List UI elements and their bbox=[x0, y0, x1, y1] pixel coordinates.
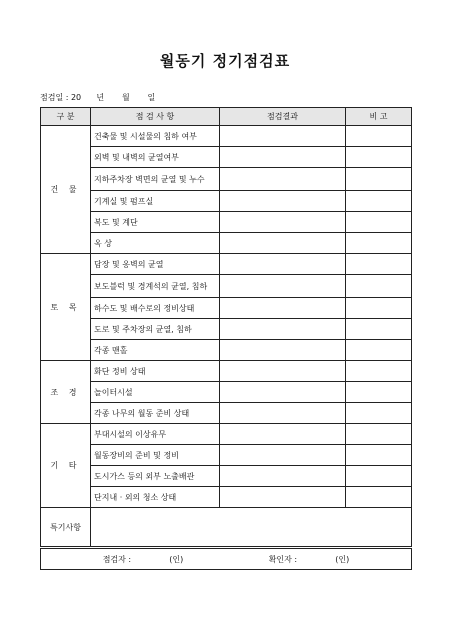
table-row bbox=[41, 168, 412, 191]
check-item: 단지내 · 외의 청소 상태 bbox=[91, 487, 220, 508]
inspection-table bbox=[40, 107, 412, 570]
check-item: 각종 맨홀 bbox=[91, 340, 220, 361]
check-item: 지하주차장 벽면의 균열 및 누수 bbox=[91, 168, 220, 191]
inspector-signature[interactable] bbox=[103, 554, 184, 565]
category-civil: 토 목 bbox=[41, 254, 91, 361]
check-item: 놀이터시설 bbox=[91, 382, 220, 403]
remark-cell[interactable] bbox=[346, 212, 412, 233]
signature-cell bbox=[41, 548, 412, 570]
table-row bbox=[41, 403, 412, 424]
special-notes-label: 특기사항 bbox=[41, 508, 91, 548]
result-cell[interactable] bbox=[220, 147, 346, 168]
remark-cell[interactable] bbox=[346, 319, 412, 340]
remark-cell[interactable] bbox=[346, 275, 412, 298]
check-item: 옥 상 bbox=[91, 233, 220, 254]
inspector-seal: (인) bbox=[169, 554, 184, 564]
result-cell[interactable] bbox=[220, 254, 346, 275]
remark-cell[interactable] bbox=[346, 340, 412, 361]
result-cell[interactable] bbox=[220, 319, 346, 340]
remark-cell[interactable] bbox=[346, 466, 412, 487]
check-item: 도시가스 등의 외부 노출배관 bbox=[91, 466, 220, 487]
check-item: 복도 및 계단 bbox=[91, 212, 220, 233]
confirmer-label: 확인자 : bbox=[268, 554, 298, 564]
check-item: 보도블럭 및 경계석의 균열, 침하 bbox=[91, 275, 220, 298]
form-title: 월동기 정기점검표 bbox=[159, 52, 291, 70]
remark-cell[interactable] bbox=[346, 361, 412, 382]
category-other: 기 타 bbox=[41, 424, 91, 508]
date-year: 년 bbox=[96, 93, 105, 102]
table-row bbox=[41, 191, 412, 212]
remark-cell[interactable] bbox=[346, 254, 412, 275]
result-cell[interactable] bbox=[220, 233, 346, 254]
remark-cell[interactable] bbox=[346, 168, 412, 191]
table-row bbox=[41, 233, 412, 254]
table-row bbox=[41, 147, 412, 168]
check-item: 기계실 및 펌프실 bbox=[91, 191, 220, 212]
remark-cell[interactable] bbox=[346, 126, 412, 147]
result-cell[interactable] bbox=[220, 212, 346, 233]
header-item: 점 검 사 항 bbox=[91, 108, 220, 126]
result-cell[interactable] bbox=[220, 382, 346, 403]
result-cell[interactable] bbox=[220, 445, 346, 466]
result-cell[interactable] bbox=[220, 487, 346, 508]
table-row bbox=[41, 126, 412, 147]
remark-cell[interactable] bbox=[346, 233, 412, 254]
remark-cell[interactable] bbox=[346, 403, 412, 424]
check-item: 월동장비의 준비 및 정비 bbox=[91, 445, 220, 466]
result-cell[interactable] bbox=[220, 191, 346, 212]
remark-cell[interactable] bbox=[346, 147, 412, 168]
check-item: 하수도 및 배수로의 정비상태 bbox=[91, 298, 220, 319]
table-row bbox=[41, 424, 412, 445]
table-row bbox=[41, 361, 412, 382]
confirmer-signature[interactable] bbox=[269, 554, 350, 565]
category-landscape: 조 경 bbox=[41, 361, 91, 424]
result-cell[interactable] bbox=[220, 275, 346, 298]
check-item: 담장 및 옹벽의 균열 bbox=[91, 254, 220, 275]
check-item: 부대시설의 이상유무 bbox=[91, 424, 220, 445]
table-row bbox=[41, 445, 412, 466]
table-row bbox=[41, 466, 412, 487]
check-item: 화단 정비 상태 bbox=[91, 361, 220, 382]
result-cell[interactable] bbox=[220, 340, 346, 361]
inspection-date-line bbox=[40, 92, 155, 103]
special-notes-field[interactable] bbox=[91, 508, 412, 548]
date-day: 일 bbox=[147, 93, 156, 102]
check-item: 도로 및 주차장의 균열, 침하 bbox=[91, 319, 220, 340]
check-item: 각종 나무의 월동 준비 상태 bbox=[91, 403, 220, 424]
header-result: 점검결과 bbox=[220, 108, 346, 126]
result-cell[interactable] bbox=[220, 298, 346, 319]
remark-cell[interactable] bbox=[346, 382, 412, 403]
result-cell[interactable] bbox=[220, 168, 346, 191]
remark-cell[interactable] bbox=[346, 487, 412, 508]
result-cell[interactable] bbox=[220, 466, 346, 487]
date-month: 월 bbox=[121, 93, 130, 102]
check-item: 외벽 및 내벽의 균열여부 bbox=[91, 147, 220, 168]
signature-row bbox=[41, 548, 412, 570]
special-notes-row bbox=[41, 508, 412, 548]
header-row bbox=[41, 108, 412, 126]
remark-cell[interactable] bbox=[346, 191, 412, 212]
date-label: 점검일 : 20 bbox=[40, 93, 82, 102]
result-cell[interactable] bbox=[220, 361, 346, 382]
result-cell[interactable] bbox=[220, 424, 346, 445]
inspector-label: 점검자 : bbox=[102, 554, 132, 564]
table-row bbox=[41, 340, 412, 361]
table-row bbox=[41, 254, 412, 275]
result-cell[interactable] bbox=[220, 403, 346, 424]
confirmer-seal: (인) bbox=[335, 554, 350, 564]
table-row bbox=[41, 382, 412, 403]
table-row bbox=[41, 298, 412, 319]
check-item: 건축물 및 시설물의 침하 여부 bbox=[91, 126, 220, 147]
remark-cell[interactable] bbox=[346, 445, 412, 466]
remark-cell[interactable] bbox=[346, 298, 412, 319]
category-building: 건 물 bbox=[41, 126, 91, 254]
table-row bbox=[41, 212, 412, 233]
table-row bbox=[41, 319, 412, 340]
result-cell[interactable] bbox=[220, 126, 346, 147]
remark-cell[interactable] bbox=[346, 424, 412, 445]
header-category: 구 분 bbox=[41, 108, 91, 126]
header-remark: 비 고 bbox=[346, 108, 412, 126]
table-row bbox=[41, 275, 412, 298]
table-row bbox=[41, 487, 412, 508]
